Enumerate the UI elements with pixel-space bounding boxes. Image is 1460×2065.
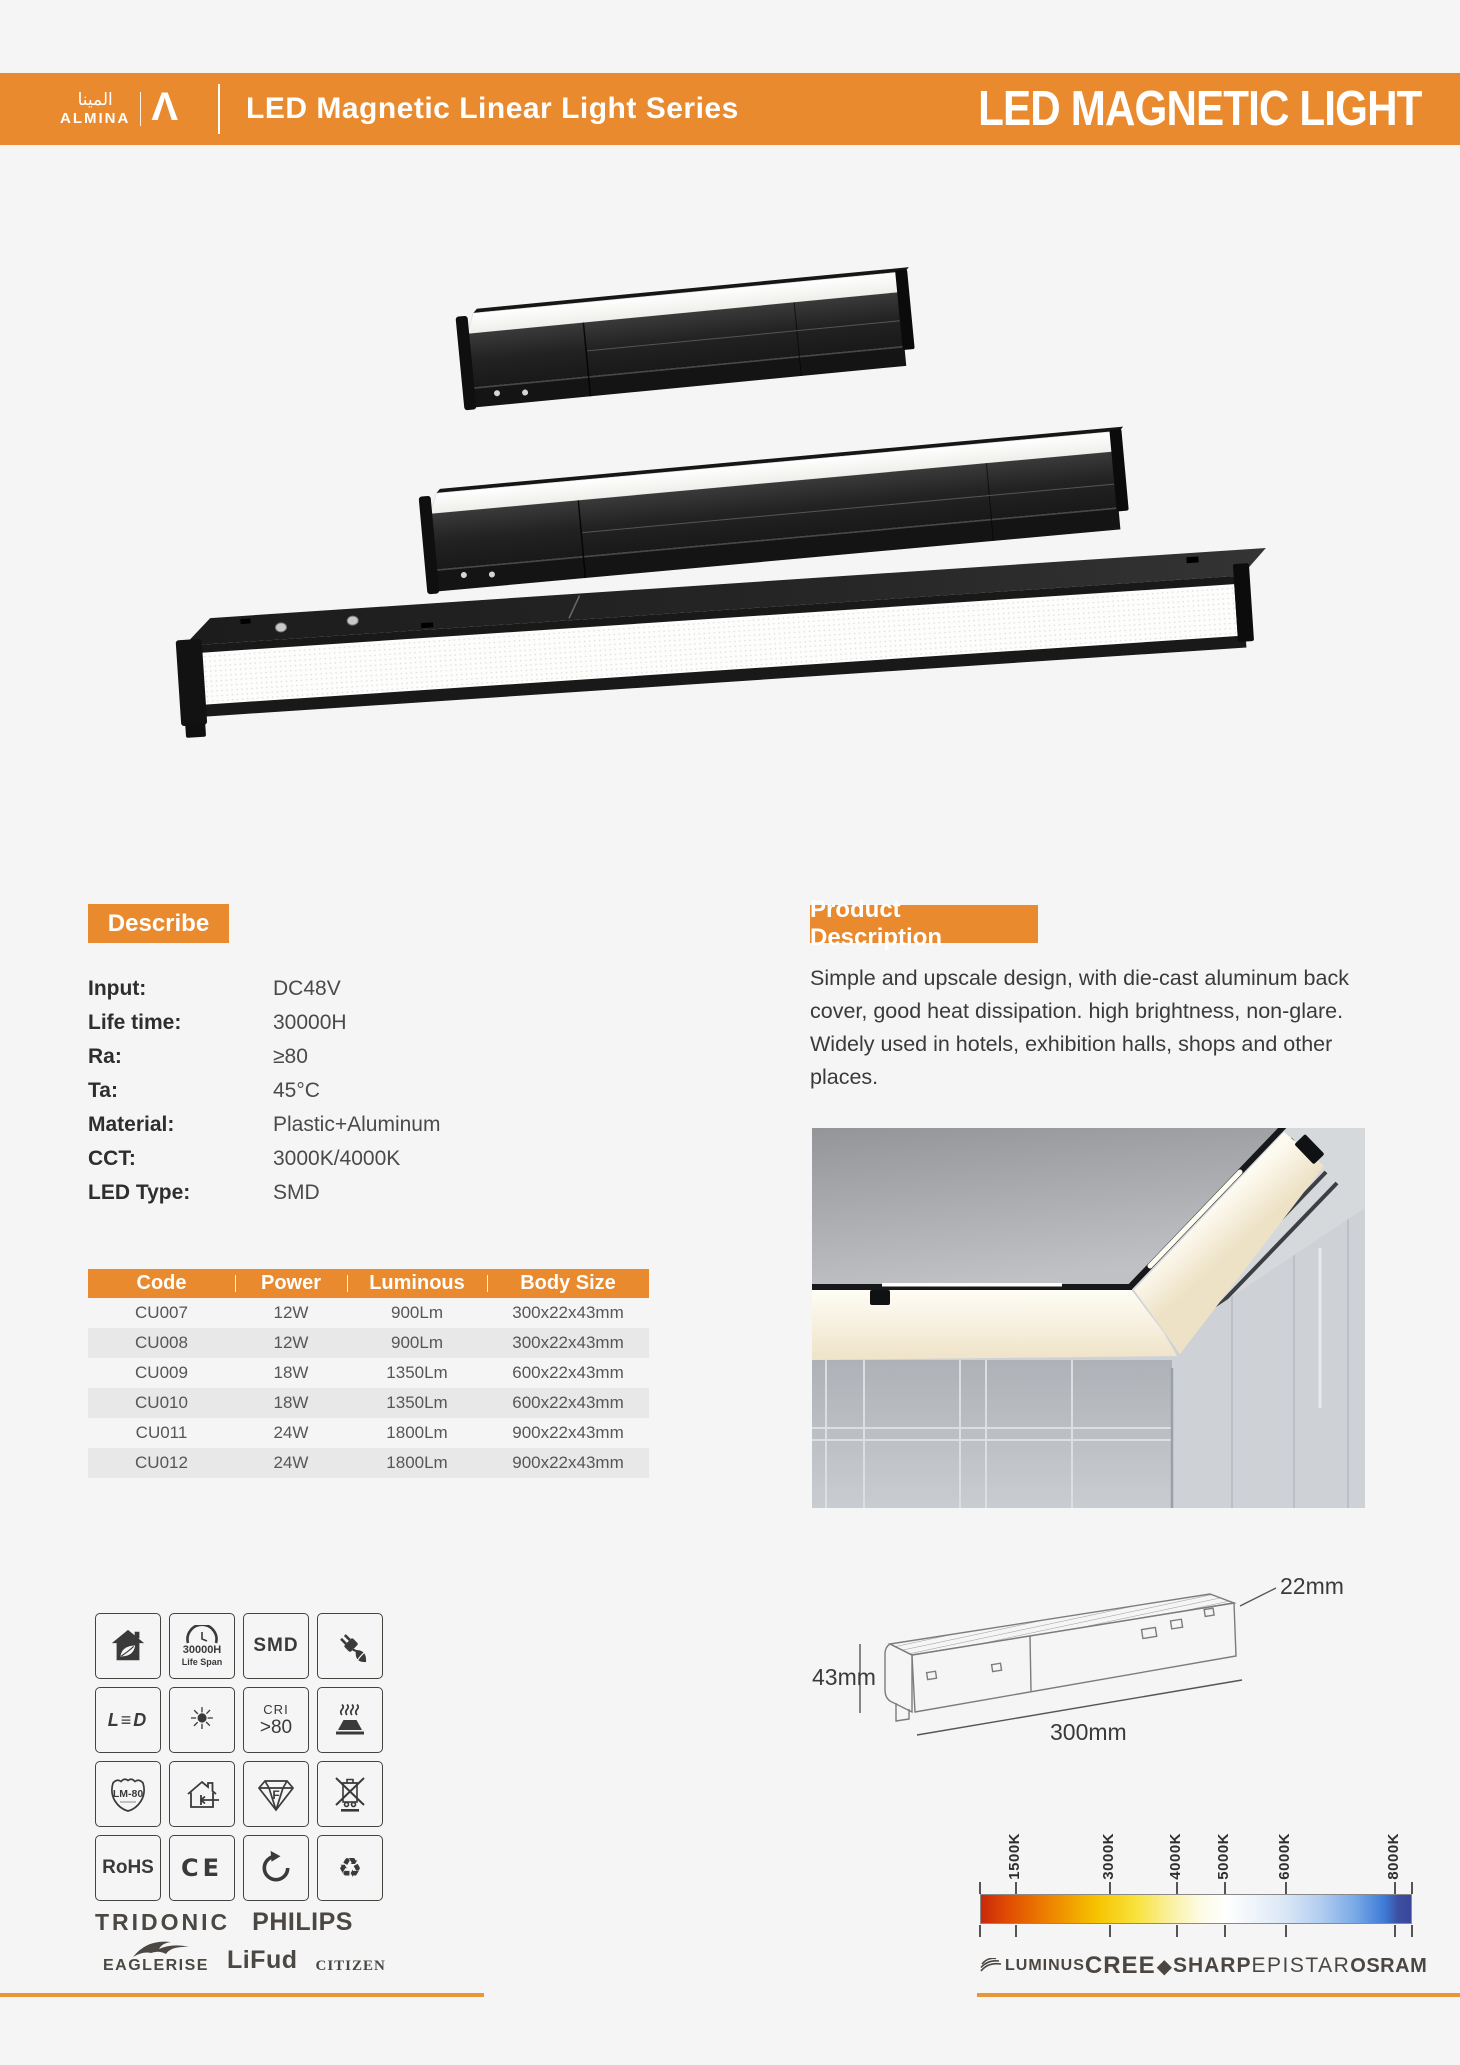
weee-bin-icon bbox=[317, 1761, 383, 1827]
smd-icon: SMD bbox=[243, 1613, 309, 1679]
tridonic-logo: TRIDONIC bbox=[95, 1909, 231, 1935]
recycle-icon: ♻ bbox=[317, 1835, 383, 1901]
svg-text:LM-80: LM-80 bbox=[112, 1788, 144, 1800]
f-diamond-icon bbox=[243, 1761, 309, 1827]
logo-arabic-text: المينا bbox=[77, 90, 113, 110]
certification-icon-grid bbox=[95, 1613, 383, 1901]
cri-icon: CRI >80 bbox=[243, 1687, 309, 1753]
logo-lambda-icon: Λ bbox=[151, 85, 179, 129]
rohs-icon: RoHS bbox=[95, 1835, 161, 1901]
cct-scale: 1500K 3000K 4000K 5000K 6000K 8000K bbox=[980, 1836, 1412, 1940]
green-dot-icon bbox=[243, 1835, 309, 1901]
spec-list bbox=[88, 972, 440, 1210]
fixture-long bbox=[174, 548, 1273, 738]
eco-house-icon bbox=[95, 1613, 161, 1679]
table-row: CU012 24W 1800Lm 900x22x43mm bbox=[88, 1448, 649, 1478]
almina-logo bbox=[60, 85, 179, 129]
svg-text:43mm: 43mm bbox=[812, 1664, 876, 1690]
cree-logo: CREE ◆ bbox=[1084, 1952, 1173, 1979]
table-row: CU010 18W 1350Lm 600x22x43mm bbox=[88, 1388, 649, 1418]
footer-accent-line-left bbox=[0, 1993, 484, 1997]
application-photo bbox=[812, 1128, 1365, 1508]
lifud-logo: LiFud bbox=[226, 1946, 298, 1974]
table-row: CU007 12W 900Lm 300x22x43mm bbox=[135, 1303, 624, 1322]
eaglerise-logo: EAGLERISE bbox=[103, 1957, 209, 1975]
lifespan-icon: 30000H Life Span bbox=[169, 1613, 235, 1679]
table-row: CU008 12W 900Lm 300x22x43mm bbox=[88, 1328, 649, 1358]
svg-text:300mm: 300mm bbox=[1050, 1719, 1127, 1745]
product-description-text: Simple and upscale design, with die-cast aluminum back cover, good heat dissipation. high brightness, non-glare. Widely used in hotels, exhibition halls, shops and other places. bbox=[810, 966, 1349, 1089]
fixture-small bbox=[455, 267, 918, 410]
table-header-row: Code Power Luminous Body Size bbox=[88, 1269, 649, 1298]
spec-row: Ra: ≥80 bbox=[88, 1045, 308, 1068]
indoor-use-icon bbox=[169, 1761, 235, 1827]
epistar-logo: EPISTAR bbox=[1251, 1954, 1351, 1977]
driver-brand-logos bbox=[95, 1908, 425, 1975]
logo-separator bbox=[140, 92, 141, 126]
page-title: LED MAGNETIC LIGHT bbox=[978, 82, 1422, 136]
luminus-swoosh-icon bbox=[980, 1958, 1002, 1974]
heat-dissipation-icon bbox=[317, 1687, 383, 1753]
sun-icon: ☀ bbox=[169, 1687, 235, 1753]
footer-accent-line-right bbox=[977, 1993, 1460, 1997]
series-title: LED Magnetic Linear Light Series bbox=[246, 92, 739, 125]
svg-text:F: F bbox=[272, 1788, 280, 1802]
dimension-diagram bbox=[812, 1572, 1372, 1807]
spec-row: CCT: 3000K/4000K bbox=[88, 1147, 401, 1170]
logo-latin-text: ALMINA bbox=[60, 110, 131, 127]
osram-logo: OSRAM bbox=[1350, 1954, 1428, 1977]
product-description-badge: Product Description bbox=[810, 905, 1038, 943]
spec-row: Input: DC48V bbox=[88, 977, 341, 1000]
green-energy-plug-icon bbox=[317, 1613, 383, 1679]
cct-gradient-bar bbox=[980, 1894, 1412, 1924]
describe-badge: Describe bbox=[88, 904, 229, 943]
lm80-shield-icon bbox=[95, 1761, 161, 1827]
spec-table bbox=[88, 1269, 649, 1478]
spec-row: LED Type: SMD bbox=[88, 1181, 320, 1204]
svg-text:22mm: 22mm bbox=[1280, 1573, 1344, 1599]
product-renders bbox=[0, 160, 1460, 760]
spec-row: Life time: 30000H bbox=[88, 1011, 347, 1034]
header-divider bbox=[218, 84, 220, 134]
led-icon: L≡D bbox=[95, 1687, 161, 1753]
sharp-logo: SHARP bbox=[1172, 1954, 1252, 1977]
eagle-icon bbox=[129, 1937, 199, 1959]
led-chip-brand-logos bbox=[980, 1952, 1428, 1980]
ce-icon: CE bbox=[169, 1835, 235, 1901]
spec-row: Ta: 45°C bbox=[88, 1079, 320, 1102]
cree-diamond-icon: ◆ bbox=[1156, 1954, 1173, 1978]
table-row: CU009 18W 1350Lm 600x22x43mm bbox=[135, 1363, 624, 1382]
table-row: CU011 24W 1800Lm 900x22x43mm bbox=[135, 1423, 624, 1442]
header-bar bbox=[0, 73, 1460, 145]
philips-logo: PHILIPS bbox=[252, 1908, 353, 1936]
spec-row: Material: Plastic+Aluminum bbox=[88, 1113, 441, 1136]
citizen-logo: CITIZEN bbox=[315, 1958, 386, 1974]
luminus-logo: LUMINUS bbox=[980, 1957, 1085, 1975]
